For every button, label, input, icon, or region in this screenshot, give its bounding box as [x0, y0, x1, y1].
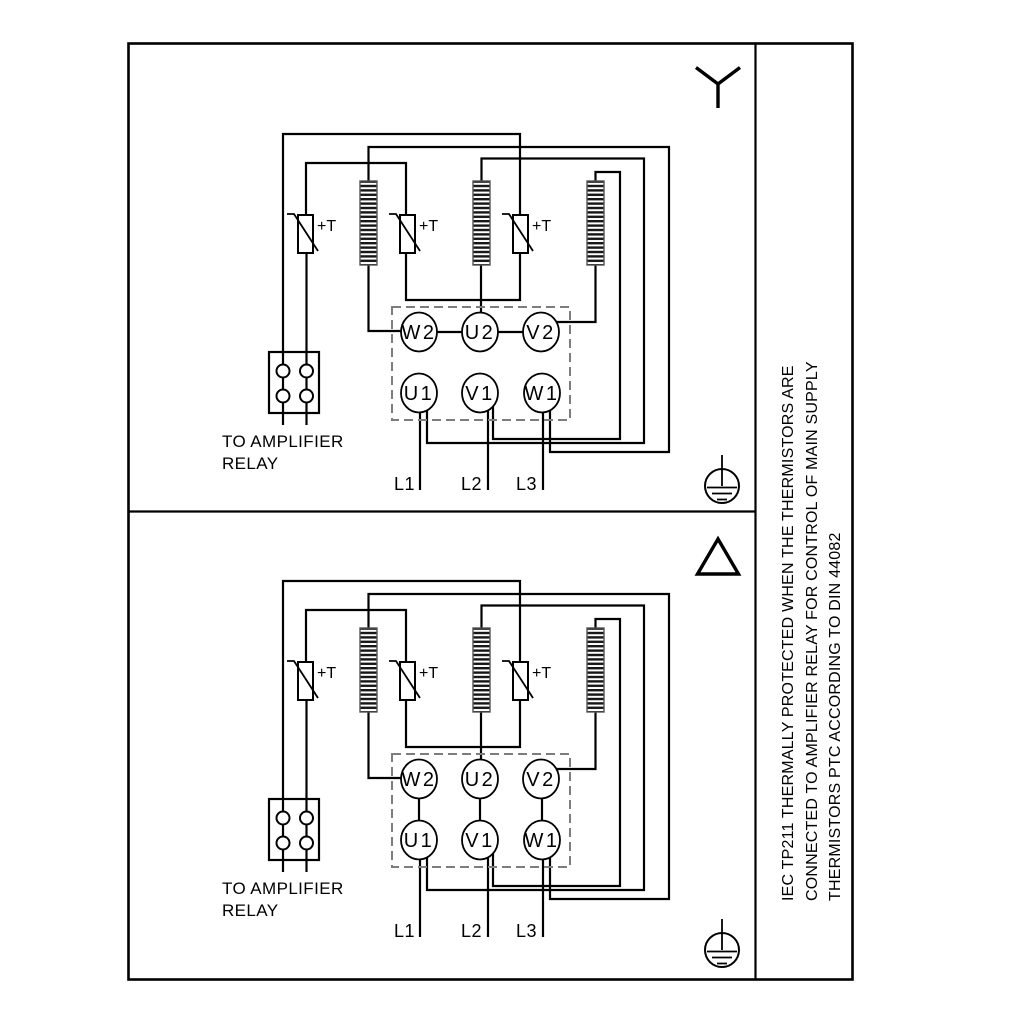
terminal-label-U1: U1: [403, 830, 435, 852]
panel-star: [222, 68, 740, 504]
terminal-label-V1: V1: [465, 383, 495, 405]
terminal-label-W1: W1: [524, 830, 560, 852]
thermistor-label: +T: [419, 665, 439, 682]
thermistor-label: +T: [532, 218, 552, 235]
relay-note-line1: TO AMPLIFIER: [222, 432, 344, 451]
delta-connection-icon: [698, 539, 739, 574]
supply-label-L2: L2: [461, 921, 483, 941]
side-note-line-3: THERMISTORS PTC ACCORDING TO DIN 44082: [827, 532, 844, 901]
terminal-label-W2: W2: [401, 322, 437, 344]
supply-label-L1: L1: [394, 921, 416, 941]
supply-label-L3: L3: [516, 474, 538, 494]
terminal-label-U1: U1: [403, 383, 435, 405]
supply-label-L3: L3: [516, 921, 538, 941]
terminal-label-V2: V2: [526, 769, 556, 791]
terminal-label-V1: V1: [465, 830, 495, 852]
thermistor-label: +T: [532, 665, 552, 682]
terminal-label-U2: U2: [464, 769, 496, 791]
side-note: [780, 361, 844, 901]
supply-label-L1: L1: [394, 474, 416, 494]
star-connection-icon: [696, 68, 740, 109]
side-note-line-1: IEC TP211 THERMALLY PROTECTED WHEN THE THERMISTORS ARE: [780, 365, 797, 901]
thermistor-label: +T: [317, 665, 337, 682]
panel-delta: [222, 539, 739, 967]
relay-note-line1: TO AMPLIFIER: [222, 879, 344, 898]
relay-note-line2: RELAY: [222, 901, 279, 920]
terminal-label-W2: W2: [401, 769, 437, 791]
relay-note-line2: RELAY: [222, 454, 279, 473]
ground-icon-star-panel: [705, 455, 739, 503]
terminal-label-V2: V2: [526, 322, 556, 344]
thermistor-label: +T: [419, 218, 439, 235]
supply-label-L2: L2: [461, 474, 483, 494]
terminal-label-U2: U2: [464, 322, 496, 344]
thermistor-label: +T: [317, 218, 337, 235]
side-note-line-2: CONNECTED TO AMPLIFIER RELAY FOR CONTROL OF MAIN SUPPLY: [804, 361, 821, 901]
ground-icon-delta-panel: [705, 919, 739, 967]
terminal-label-W1: W1: [524, 383, 560, 405]
